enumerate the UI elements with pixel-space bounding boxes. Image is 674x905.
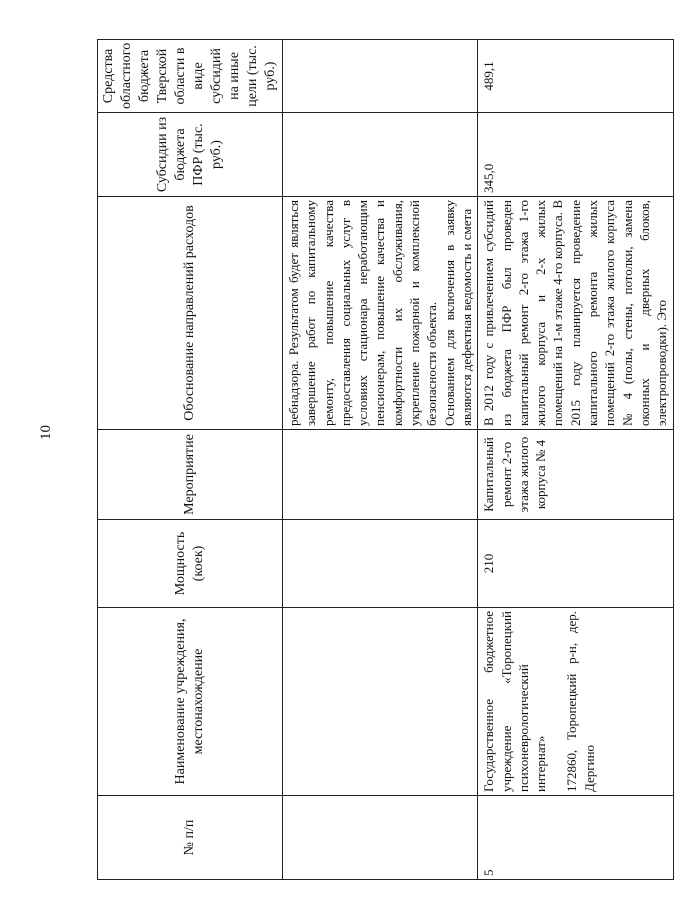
rotated-table-wrapper — [97, 40, 670, 880]
header-num: № п/п — [98, 796, 283, 880]
header-measure: Мероприятие — [98, 430, 283, 520]
cell-pfr: 345,0 — [478, 113, 673, 197]
table-header-row — [98, 40, 283, 880]
header-name: Наименование учреждения, местонахождение — [98, 608, 283, 796]
header-justification: Обоснование направлений расходов — [98, 197, 283, 430]
cell-capacity-empty — [283, 520, 478, 608]
cell-num-empty — [283, 796, 478, 880]
cell-regional: 489,1 — [478, 40, 673, 113]
cell-name — [478, 608, 673, 796]
cell-regional-empty — [283, 40, 478, 113]
cell-num: 5 — [478, 796, 673, 880]
justification-paragraph-2: Основанием для включения в заявку являются дефектная ведомость и смета — [441, 200, 474, 426]
cell-measure-empty — [283, 430, 478, 520]
justification-paragraph-1: ребнадзора. Результатом будет являться завершение работ по капитальному ремонту, повышение качества предоставления социальных услуг в условиях стационара неработающим пенсионерам, повышение качества и комфортности их обслуживания, укрепление пожарной и комплексной безопасности объекта. — [286, 200, 440, 426]
institution-name: Государственное бюджетное учреждение «Торопецкий психоневрологический интернат» — [481, 611, 549, 792]
table-row-continued — [283, 40, 478, 880]
header-regional: Средства областного бюджета Тверской области в виде субсидий на иные цели (тыс. руб.) — [98, 40, 283, 113]
justification-text: В 2012 году с привлечением субсидий из бюджета ПФР был проведен капитальный ремонт 2-го этажа 1-го жилого корпуса и 2-х жилых помещений на 1-м этаже 4-го корпуса. В 2015 году планируется проведение капитального ремонта жилых помещений 2-го этажа жилого корпуса № 4 (полы, стены, потолки, замена оконных и дверных блоков, электропроводки). Это — [481, 200, 670, 426]
cell-justification-continued — [283, 197, 478, 430]
cell-justification — [478, 197, 673, 430]
header-capacity: Мощность (коек) — [98, 520, 283, 608]
cell-measure: Капитальный ремонт 2-го этажа жилого корпуса № 4 — [478, 430, 673, 520]
institution-address: 172860, Торопецкий р-н, дер. Дергино — [564, 611, 597, 792]
header-pfr: Субсидии из бюджета ПФР (тыс. руб.) — [98, 113, 283, 197]
table-row-5 — [478, 40, 673, 880]
expenses-table — [97, 39, 674, 880]
page-number: 10 — [38, 425, 54, 440]
cell-pfr-empty — [283, 113, 478, 197]
cell-name-empty — [283, 608, 478, 796]
cell-capacity: 210 — [478, 520, 673, 608]
